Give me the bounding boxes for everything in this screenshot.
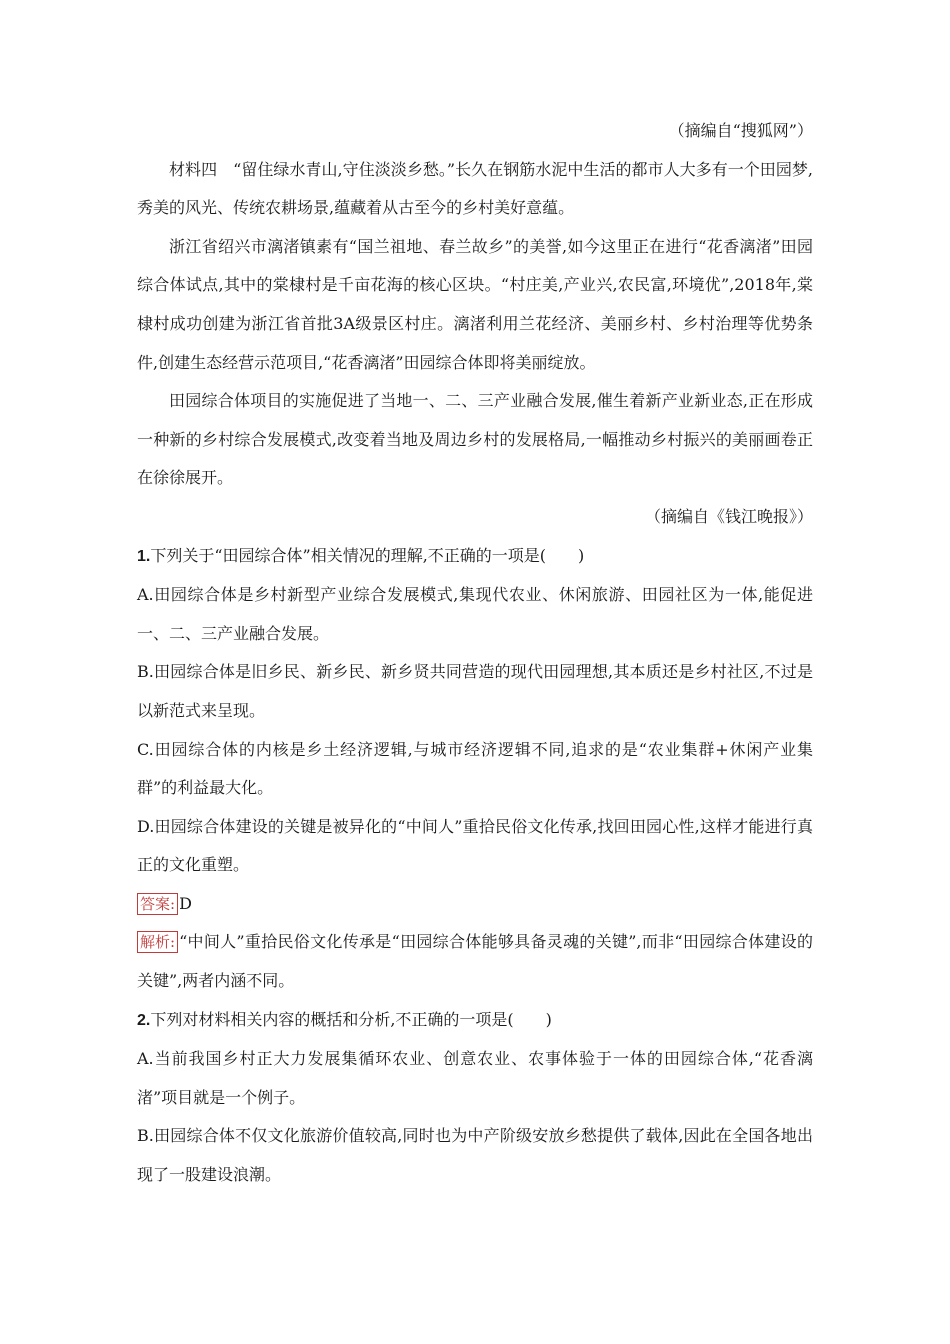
- material4-paragraph-2: 浙江省绍兴市漓渚镇素有“国兰祖地、春兰故乡”的美誉,如今这里正在进行“花香漓渚”田园综合体试点,其中的棠棣村是千亩花海的核心区块。“村庄美,产业兴,农民富,环境优”,2018年,棠棣村成功创建为浙江省首批3A级景区村庄。漓渚利用兰花经济、美丽乡村、乡村治理等优势条件,创建生态经营示范项目,“花香漓渚”田园综合体即将美丽绽放。: [137, 236, 813, 372]
- question-1: [137, 537, 813, 577]
- question-1-option-a: A.田园综合体是乡村新型产业综合发展模式,集现代农业、休闲旅游、田园社区为一体,能促进一、二、三产业融合发展。: [137, 585, 813, 643]
- answer-value: D: [179, 893, 192, 913]
- question-1-option-d: D.田园综合体建设的关键是被异化的“中间人”重拾民俗文化传承,找回田园心性,这样才能进行真正的文化重塑。: [137, 816, 813, 875]
- question-1-stem: 下列关于“田园综合体”相关情况的理解,不正确的一项是( ): [150, 545, 585, 565]
- question-1-option-b: B.田园综合体是旧乡民、新乡民、新乡贤共同营造的现代田园理想,其本质还是乡村社区,不过是以新范式来呈现。: [137, 662, 813, 720]
- source-qianjiang: （摘编自《钱江晚报》）: [644, 506, 813, 526]
- source-sohu: （摘编自“搜狐网”）: [668, 121, 813, 140]
- question-1-analysis: [137, 923, 813, 1000]
- material4-paragraph-3: 田园综合体项目的实施促进了当地一、二、三产业融合发展,催生着新产业新业态,正在形成一种新的乡村综合发展模式,改变着当地及周边乡村的发展格局,一幅推动乡村振兴的美丽画卷正在徐徐展开。: [137, 391, 813, 488]
- question-2: [137, 1001, 813, 1041]
- material4-paragraph-1: 材料四 “留住绿水青山,守住淡淡乡愁。”长久在钢筋水泥中生活的都市人大多有一个田园梦,秀美的风光、传统农耕场景,蕴藏着从古至今的乡村美好意蕴。: [137, 159, 813, 218]
- analysis-label: 解析:: [137, 931, 178, 953]
- question-2-number: 2.: [137, 1011, 151, 1029]
- question-2-option-a: A.当前我国乡村正大力发展集循环农业、创意农业、农事体验于一体的田园综合体,“花香漓渚”项目就是一个例子。: [137, 1049, 813, 1107]
- question-1-number: 1.: [137, 547, 151, 565]
- answer-label: 答案:: [137, 893, 178, 915]
- document-page: [137, 112, 813, 1195]
- question-2-stem: 下列对材料相关内容的概括和分析,不正确的一项是( ): [150, 1009, 552, 1029]
- question-2-option-b: B.田园综合体不仅文化旅游价值较高,同时也为中产阶级安放乡愁提供了载体,因此在全国各地出现了一股建设浪潮。: [137, 1126, 813, 1185]
- analysis-text: “中间人”重拾民俗文化传承是“田园综合体能够具备灵魂的关键”,而非“田园综合体建设的关键”,两者内涵不同。: [137, 932, 813, 991]
- question-1-option-c: C.田园综合体的内核是乡土经济逻辑,与城市经济逻辑不同,追求的是“农业集群+休闲产业集群”的利益最大化。: [137, 739, 813, 798]
- question-1-answer: [137, 885, 813, 924]
